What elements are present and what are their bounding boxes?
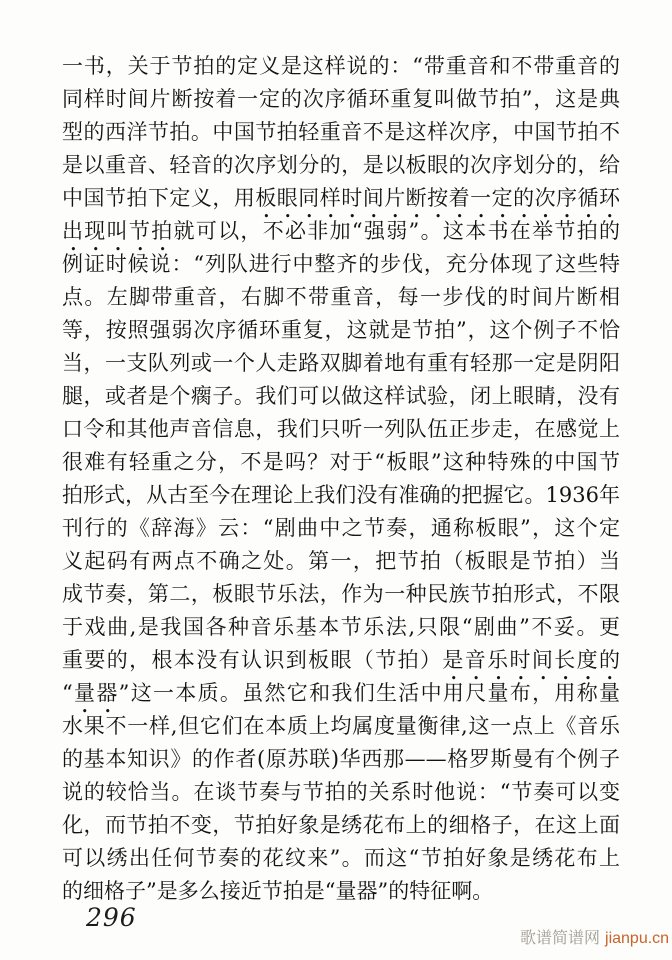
emphasized-text: 出现叫节拍	[62, 219, 174, 243]
text-segment: 可以绣出任何节奏的花纹来”。而这“节拍好象是绣花布上	[62, 846, 620, 870]
text-segment: 义起码有两点不确之处。第一，把节拍（板眼是节拍）当	[62, 549, 620, 573]
watermark	[520, 925, 669, 948]
text-segment: 化，而节拍不变，节拍好象是绣花布上的细格子，在这上面	[62, 813, 620, 837]
text-segment: 于戏曲,是我国各种音乐基本节乐法,只限“剧曲”不妥。更	[62, 615, 620, 639]
text-segment: 当，一支队列或一个人走路双脚着地有重有轻那一定是阴阳	[62, 351, 620, 375]
text-line	[62, 215, 620, 248]
text-line	[62, 710, 620, 743]
text-line	[62, 743, 620, 776]
text-line	[62, 281, 620, 314]
text-segment: 刊行的《辞海》云：“剧曲中之节奏，通称板眼”，这个定	[62, 516, 620, 540]
text-segment: 就可以，不必非加“强弱”。这本书在举节拍的	[173, 219, 620, 243]
text-line	[62, 611, 620, 644]
text-line	[62, 182, 620, 215]
text-line	[62, 545, 620, 578]
emphasized-text: 是音乐时间长度的	[442, 648, 620, 672]
text-segment: 例证时候说：“列队进行中整齐的步伐，充分体现了这些特	[62, 252, 620, 276]
text-line	[62, 380, 620, 413]
text-line	[62, 578, 620, 611]
text-segment: 点。左脚带重音，右脚不带重音，每一步伐的时间片断相	[62, 285, 620, 309]
text-segment: 很难有轻重之分，不是吗？对于“板眼”这种特殊的中国节	[62, 450, 620, 474]
text-segment: 型的西洋节拍。中国节拍轻重音不是这样次序，中国节拍不	[62, 120, 620, 144]
text-segment: 中国节拍下定义，用	[62, 186, 256, 210]
text-segment: 水果不一样,但它们在本质上均属度量衡律,这一点上《音乐	[62, 714, 620, 738]
text-line	[62, 842, 620, 875]
text-line	[62, 644, 620, 677]
watermark-site-name: 歌谱简谱网	[520, 930, 601, 947]
text-segment: 口令和其他声音信息，我们只听一列队伍正步走，在感觉上	[62, 417, 620, 441]
text-segment: 拍形式，从古至今在理论上我们没有准确的把握它。1936年	[62, 483, 620, 507]
page-number: 296	[86, 903, 137, 932]
text-line	[62, 116, 620, 149]
text-segment: “	[62, 681, 73, 705]
text-line	[62, 479, 620, 512]
text-segment: 的细格子”是多么接近节拍是“量器”的特征啊。	[62, 879, 494, 903]
text-line	[62, 809, 620, 842]
text-segment: 成节奏，第二，板眼节乐法，作为一种民族节拍形式，不限	[62, 582, 620, 606]
text-line	[62, 677, 620, 710]
text-segment: 重要的，根本没有认识到板眼（节拍）	[62, 648, 443, 672]
text-line	[62, 248, 620, 281]
watermark-domain: jianpu.cn	[605, 930, 670, 947]
text-line	[62, 512, 620, 545]
text-line	[62, 314, 620, 347]
text-segment: 是以重音、轻音的次序划分的，是以板眼的次序划分的，给	[62, 153, 620, 177]
text-segment: 一书，关于节拍的定义是这样说的：“带重音和不带重音的	[62, 54, 620, 78]
emphasized-text: 量器	[72, 681, 119, 705]
text-line	[62, 413, 620, 446]
text-line	[62, 776, 620, 809]
text-segment: ”这一本质。虽然它和我们生活中用尺量布，用称量	[118, 681, 621, 705]
page-text	[62, 50, 620, 908]
text-line	[62, 149, 620, 182]
text-line	[62, 50, 620, 83]
text-line	[62, 875, 620, 908]
text-line	[62, 446, 620, 479]
text-segment: 腿，或者是个瘸子。我们可以做这样试验，闭上眼睛，没有	[62, 384, 620, 408]
text-line	[62, 83, 620, 116]
text-segment: 同样时间片断按着一定的次序循环重复叫做节拍”，这是典	[62, 87, 620, 111]
text-segment: 说的较恰当。在谈节奏与节拍的关系时他说：“节奏可以变	[62, 780, 620, 804]
text-line	[62, 347, 620, 380]
text-segment: 的基本知识》的作者(原苏联)华西那——格罗斯曼有个例子	[62, 747, 620, 771]
text-segment: 等，按照强弱次序循环重复，这就是节拍”，这个例子不恰	[62, 318, 620, 342]
emphasized-text: 板眼同样时间片断按着一定的次序循环	[255, 186, 621, 210]
